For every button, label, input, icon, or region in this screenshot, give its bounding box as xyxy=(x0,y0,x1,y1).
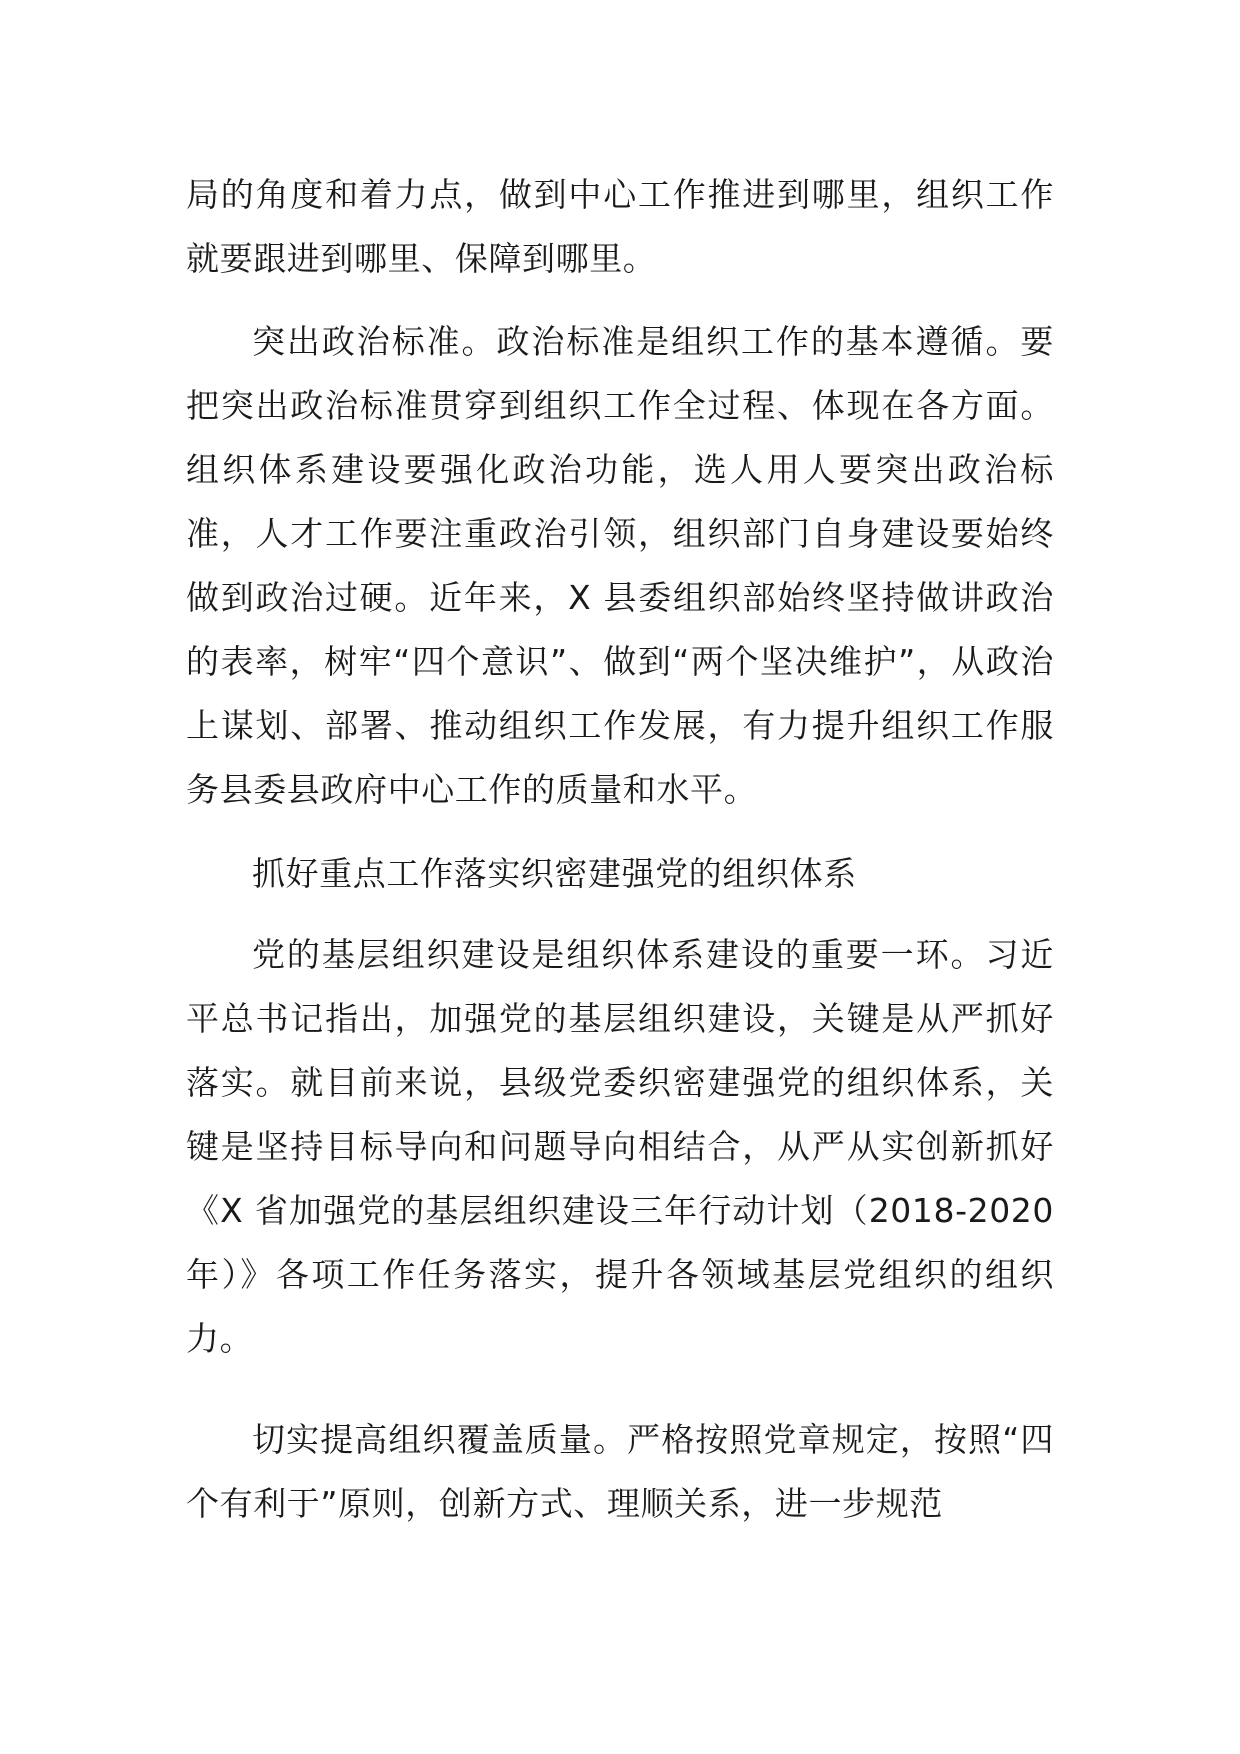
paragraph-text: 党的基层组织建设是组织体系建设的重要一环。习近平总书记指出，加强党的基层组织建设，关键是从严抓好落实。就目前来说，县级党委织密建强党的组织体系，关键是坚持目标导向和问题导向相结合，从严从实创新抓好《X 省加强党的基层组织建设三年行动计划（2018-2020年）》各项工作任务落实，提升各领域基层党组织的组织力。 xyxy=(186,935,1054,1358)
paragraph-text: 切实提高组织覆盖质量。严格按照党章规定，按照“四个有利于”原则，创新方式、理顺关系，进一步规范 xyxy=(186,1420,1054,1523)
paragraph-continuation xyxy=(186,163,1054,291)
paragraph-coverage-quality xyxy=(186,1408,1054,1536)
heading-text: 抓好重点工作落实织密建强党的组织体系 xyxy=(252,854,857,893)
paragraph-grassroots-organization xyxy=(186,923,1054,1371)
paragraph-political-standard xyxy=(186,310,1054,822)
paragraph-text: 局的角度和着力点，做到中心工作推进到哪里，组织工作就要跟进到哪里、保障到哪里。 xyxy=(186,175,1054,278)
paragraph-text: 突出政治标准。政治标准是组织工作的基本遵循。要把突出政治标准贯穿到组织工作全过程、体现在各方面。组织体系建设要强化政治功能，选人用人要突出政治标准，人才工作要注重政治引领，组织部门自身建设要始终做到政治过硬。近年来，X 县委组织部始终坚持做讲政治的表率，树牢“四个意识”、做到“两个坚决维护”，从政治上谋划、部署、推动组织工作发展，有力提升组织工作服务县委县政府中心工作的质量和水平。 xyxy=(186,322,1054,809)
section-heading xyxy=(186,842,1054,906)
